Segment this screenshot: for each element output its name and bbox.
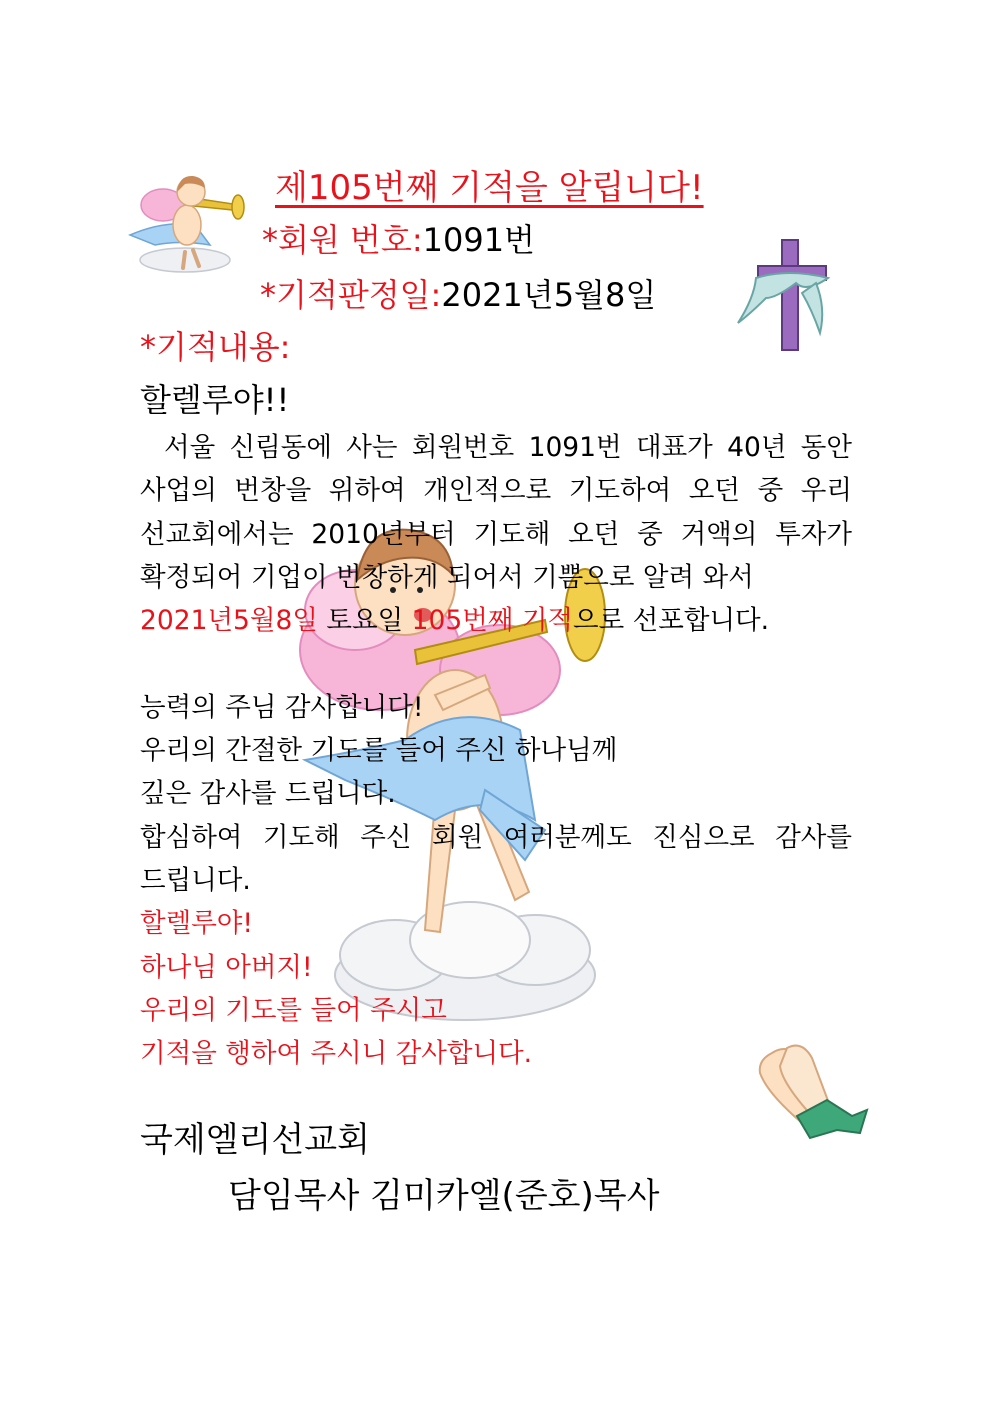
prayer-line: 기적을 행하여 주시니 감사합니다. bbox=[140, 1038, 533, 1070]
organization-name: 국제엘리선교회 bbox=[140, 1120, 370, 1160]
paragraph-line: 사업의 번창을 위하여 개인적으로 기도하여 오던 중 우리 bbox=[140, 475, 852, 507]
declaration-end: 으로 선포합니다. bbox=[573, 605, 770, 637]
content-heading: *기적내용: bbox=[140, 328, 291, 366]
prayer-line: 하나님 아버지! bbox=[140, 951, 313, 983]
declaration-day: 토요일 bbox=[317, 605, 412, 637]
prayer-line: 할렐루야! bbox=[140, 908, 254, 940]
small-trumpet-angel-icon bbox=[125, 170, 250, 280]
miracle-date-row bbox=[260, 270, 656, 316]
blank-line bbox=[140, 642, 852, 685]
pastor-name: 담임목사 김미카엘(준호)목사 bbox=[228, 1176, 660, 1216]
member-number-row bbox=[262, 215, 535, 261]
thanks-line: 능력의 주님 감사합니다! bbox=[140, 691, 424, 723]
member-number-label: *회원 번호: bbox=[262, 221, 423, 259]
thanks-line: 우리의 간절한 기도를 들어 주신 하나님께 bbox=[140, 735, 618, 767]
declaration-date: 2021년5월8일 bbox=[140, 605, 318, 637]
cross-icon bbox=[736, 238, 836, 358]
member-number-value: 1091번 bbox=[422, 221, 535, 259]
paragraph-line: 확정되어 기업이 번창하게 되어서 기쁨으로 알려 와서 bbox=[140, 561, 754, 593]
page-title: 제105번째 기적을 알립니다! bbox=[275, 168, 704, 208]
hallelujah-heading: 할렐루야!! bbox=[140, 381, 290, 419]
prayer-line: 우리의 기도를 들어 주시고 bbox=[140, 994, 447, 1026]
miracle-date-label: *기적판정일: bbox=[260, 276, 442, 314]
thanks-line: 깊은 감사를 드립니다. bbox=[140, 778, 396, 810]
thanks-line: 합심하여 기도해 주신 회원 여러분께도 진심으로 감사를 bbox=[140, 821, 852, 853]
body-text bbox=[140, 426, 852, 1075]
thanks-line: 드립니다. bbox=[140, 864, 251, 896]
declaration-miracle: 105번째 기적 bbox=[411, 605, 574, 637]
paragraph-line: 서울 신림동에 사는 회원번호 1091번 대표가 40년 동안 bbox=[164, 432, 852, 463]
paragraph-line-declaration bbox=[140, 599, 852, 642]
miracle-date-value: 2021년5월8일 bbox=[441, 276, 657, 314]
paragraph-line: 선교회에서는 2010년부터 기도해 오던 중 거액의 투자가 bbox=[140, 518, 852, 550]
